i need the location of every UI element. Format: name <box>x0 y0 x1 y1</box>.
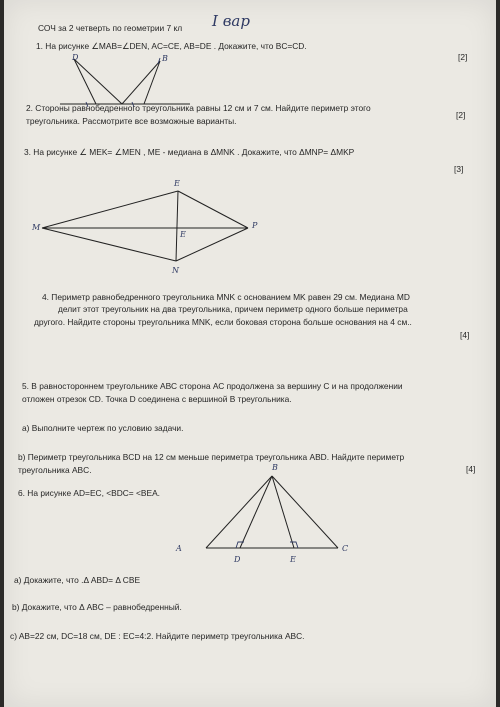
fig6-label-e: E <box>290 555 296 564</box>
task-4-line3: другого. Найдите стороны треугольника MNK, если боковая сторона больше основания на 4 см.. <box>34 317 412 327</box>
task-1-score: [2] <box>458 52 468 62</box>
task-6-text: 6. На рисунке AD=EC, <BDC= <BEA. <box>18 488 161 498</box>
fig3-label-bottom: N <box>172 266 179 275</box>
task-6-part-b: b) Докажите, что Δ ABC – равнобедренный. <box>12 602 182 612</box>
variant-label: I вар <box>212 12 250 30</box>
task-6-part-a: a) Докажите, что .Δ ABD= Δ CBE <box>14 575 141 585</box>
fig3-label-top: E <box>174 179 180 188</box>
fig3-label-left: M <box>32 223 41 232</box>
task-1-text: 1. На рисунке ∠MAB=∠DEN, AC=CE, AB=DE . Докажите, что BC=CD. <box>36 41 307 51</box>
task-2-line2: треугольника. Рассмотрите все возможные варианты. <box>26 116 237 126</box>
exam-title: СОЧ за 2 четверть по геометрии 7 кл <box>38 23 183 33</box>
task-3-score: [3] <box>454 164 464 174</box>
fig6-label-b: B <box>272 463 278 472</box>
fig6-label-c: C <box>342 544 349 553</box>
task-5-part-b2: треугольника ABC. <box>18 465 92 475</box>
task-3-figure <box>4 175 500 285</box>
fig3-label-right: P <box>252 221 258 230</box>
task-6-part-c: c) AB=22 см, DC=18 см, DE : EC=4:2. Найдите периметр треугольника ABC. <box>10 631 305 641</box>
task-2-line1: 2. Стороны равнобедренного треугольника равны 12 см и 7 см. Найдите периметр этого <box>26 103 371 113</box>
fig1-label-d: D <box>72 53 79 62</box>
task-4-line1: 4. Периметр равнобедренного треугольника MNK с основанием MK равен 29 см. Медиана MD <box>42 292 410 302</box>
task-4-score: [4] <box>460 330 470 340</box>
task-5-part-a: a) Выполните чертеж по условию задачи. <box>22 423 184 433</box>
task-6-figure <box>4 470 500 570</box>
fig1-label-b: B <box>162 54 168 63</box>
task-5-line1: 5. В равностороннем треугольнике АВС сторона АС продолжена за вершину С и на продолжении <box>22 381 403 391</box>
task-5-line2: отложен отрезок CD. Точка D соединена с вершиной В треугольника. <box>22 394 292 404</box>
fig6-label-d: D <box>234 555 241 564</box>
task-3-text: 3. На рисунке ∠ MEK= ∠MEN , ME - медиана в ΔMNK . Докажите, что ΔMNP= ΔMKP <box>24 147 355 157</box>
fig6-label-a: A <box>176 544 182 553</box>
exam-sheet <box>4 0 496 707</box>
task-2-score: [2] <box>456 110 466 120</box>
task-5-score: [4] <box>466 464 476 474</box>
task-5-part-b1: b) Периметр треугольника BCD на 12 см меньше периметра треугольника ABD. Найдите периметр <box>18 452 405 462</box>
task-4-line2: делит этот треугольник на два треугольника, причем периметр одного больше периметра <box>58 304 408 314</box>
fig3-label-mid: E <box>180 230 186 239</box>
